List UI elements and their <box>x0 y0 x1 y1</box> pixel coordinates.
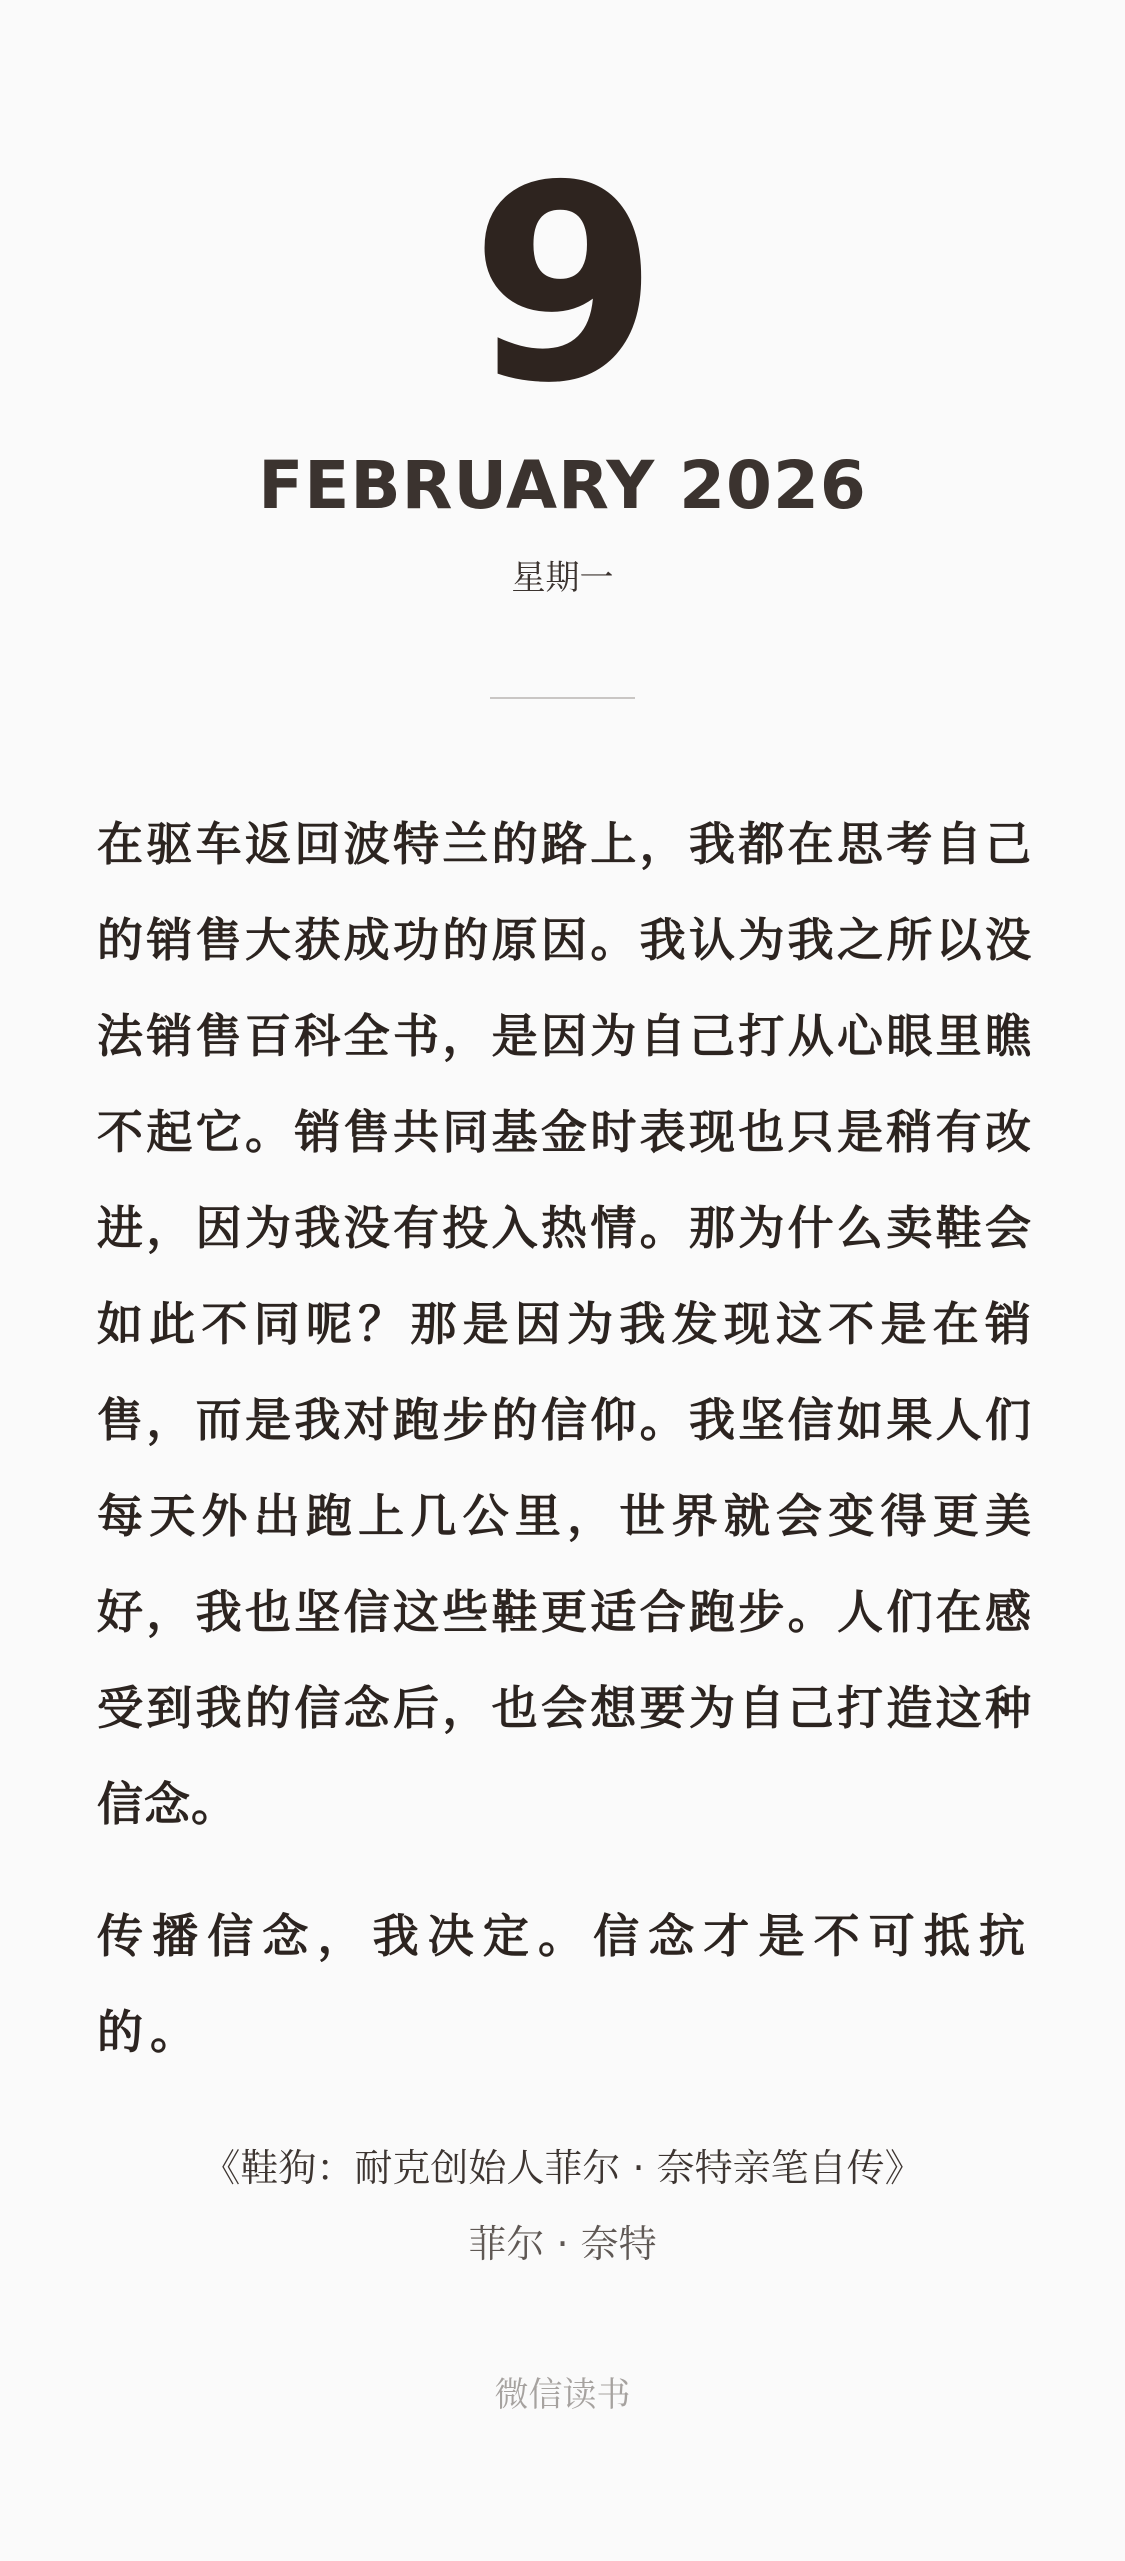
month-year: FEBRUARY 2026 <box>258 447 867 524</box>
quote-paragraph-1: 在驱车返回波特兰的路上，我都在思考自己的销售大获成功的原因。我认为我之所以没法销售百科全书，是因为自己打从心眼里瞧不起它。销售共同基金时表现也只是稍有改进，因为我没有投入热情。那为什么卖鞋会如此不同呢？那是因为我发现这不是在销售，而是我对跑步的信仰。我坚信如果人们每天外出跑上几公里，世界就会变得更美好，我也坚信这些鞋更适合跑步。人们在感受到我的信念后，也会想要为自己打造这种信念。 <box>97 817 1032 1831</box>
app-name: 微信读书 <box>494 2375 631 2415</box>
day-number: 9 <box>470 127 655 442</box>
divider <box>490 697 635 699</box>
book-title: 《鞋狗：耐克创始人菲尔 · 奈特亲笔自传》 <box>202 2146 923 2190</box>
weekday: 星期一 <box>511 558 614 598</box>
quote-paragraph-2: 传播信念，我决定。信念才是不可抵抗的。 <box>97 1909 1032 2059</box>
book-author: 菲尔 · 奈特 <box>468 2222 657 2266</box>
quote-text <box>97 796 1032 2080</box>
